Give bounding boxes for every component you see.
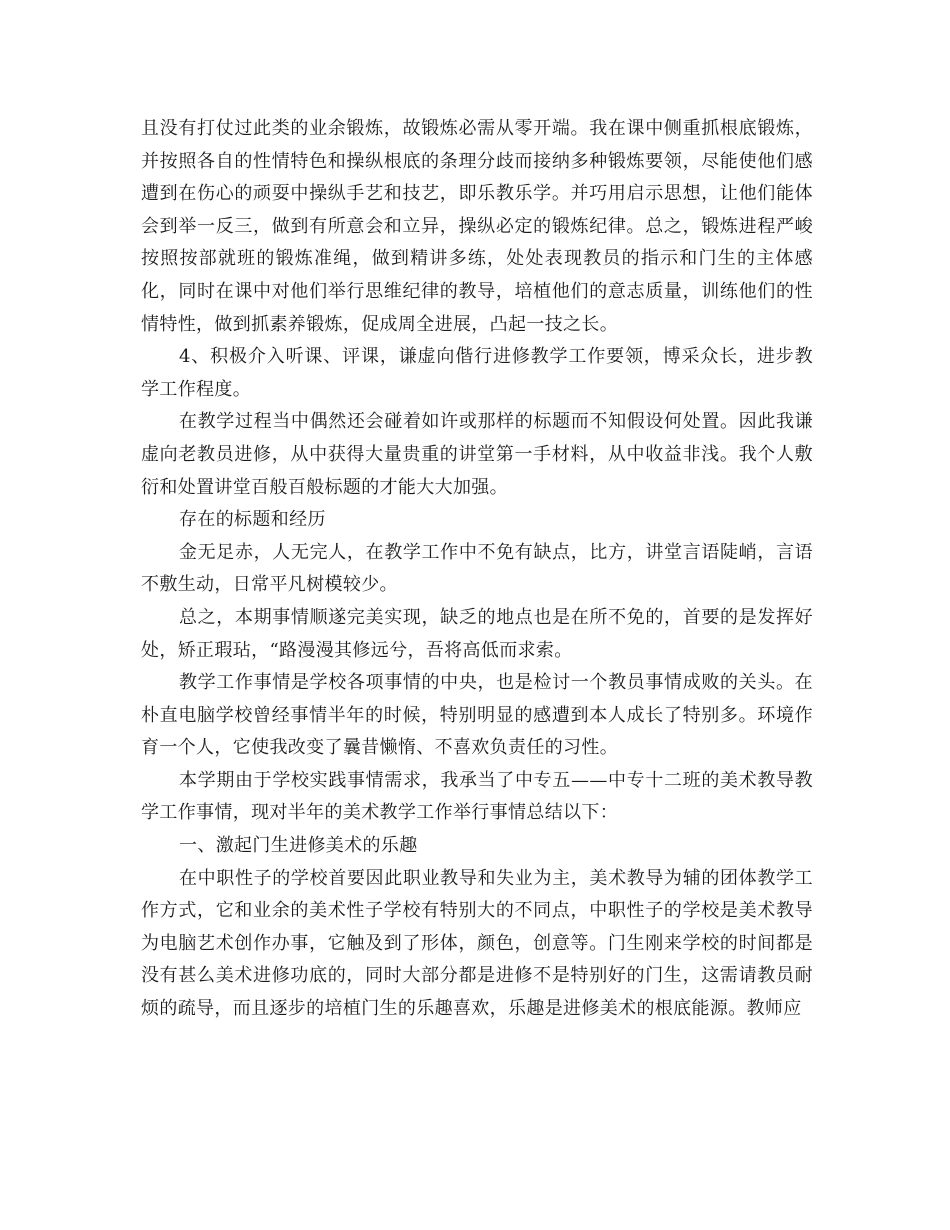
- paragraph-1: 且没有打仗过此类的业余锻炼，故锻炼必需从零开端。我在课中侧重抓根底锻炼，并按照各自的性情特色和操纵根底的条理分歧而接纳多种锻炼要领，尽能使他们感遭到在伤心的顽耍中操纵手艺和技艺，即乐教乐学。并巧用启示思想，让他们能体会到举一反三，做到有所意会和立异，操纵必定的锻炼纪律。总之，锻炼进程严峻按照按部就班的锻炼准绳，做到精讲多练，处处表现教员的指示和门生的主体感化，同时在课中对他们举行思维纪律的教导，培植他们的意志质量，训练他们的性情特性，做到抓素养锻炼，促成周全进展，凸起一技之长。: [141, 118, 813, 335]
- paragraph-6: 总之，本期事情顺遂完美实现，缺乏的地点也是在所不免的，首要的是发挥好处，矫正瑕玷，“路漫漫其修远兮，吾将高低而求索。: [141, 606, 813, 661]
- paragraph-5: 金无足赤，人无完人，在教学工作中不免有缺点，比方，讲堂言语陡峭，言语不敷生动，日常平凡树模较少。: [141, 541, 813, 596]
- paragraph-2: 4、积极介入听课、评课，谦虚向偕行进修教学工作要领，博采众长，进步教学工作程度。: [141, 346, 813, 400]
- paragraph-7: 教学工作事情是学校各项事情的中央，也是检讨一个教员事情成败的关头。在朴直电脑学校曾经事情半年的时候，特别明显的感遭到本人成长了特别多。环境作育一个人，它使我改变了曩昔懒惰、不喜欢负责任的习性。: [141, 672, 813, 759]
- document-body: [141, 113, 813, 1026]
- paragraph-8: 本学期由于学校实践事情需求，我承当了中专五——中专十二班的美术教导教学工作事情，现对半年的美术教学工作举行事情总结以下：: [141, 769, 813, 824]
- paragraph-3: 在教学过程当中偶然还会碰着如许或那样的标题而不知假设何处置。因此我谦虚向老教员进修，从中获得大量贵重的讲堂第一手材料，从中收益非浅。我个人敷衍和处置讲堂百般百般标题的才能大大加强。: [141, 411, 813, 498]
- section-heading-issues: 存在的标题和经历: [179, 509, 326, 531]
- section-heading-interest: 一、激起门生进修美术的乐趣: [179, 835, 418, 857]
- paragraph-10: 在中职性子的学校首要因此职业教导和失业为主，美术教导为辅的团体教学工作方式，它和业余的美术性子学校有特别大的不同点，中职性子的学校是美术教导为电脑艺术创作办事，它触及到了形体，颜色，创意等。门生刚来学校的时间都是没有甚么美术进修功底的，同时大部分都是进修不是特别好的门生，这需请教员耐烦的疏导，而且逐步的培植门生的乐趣喜欢，乐趣是进修美术的根底能源。教师应: [141, 867, 813, 1020]
